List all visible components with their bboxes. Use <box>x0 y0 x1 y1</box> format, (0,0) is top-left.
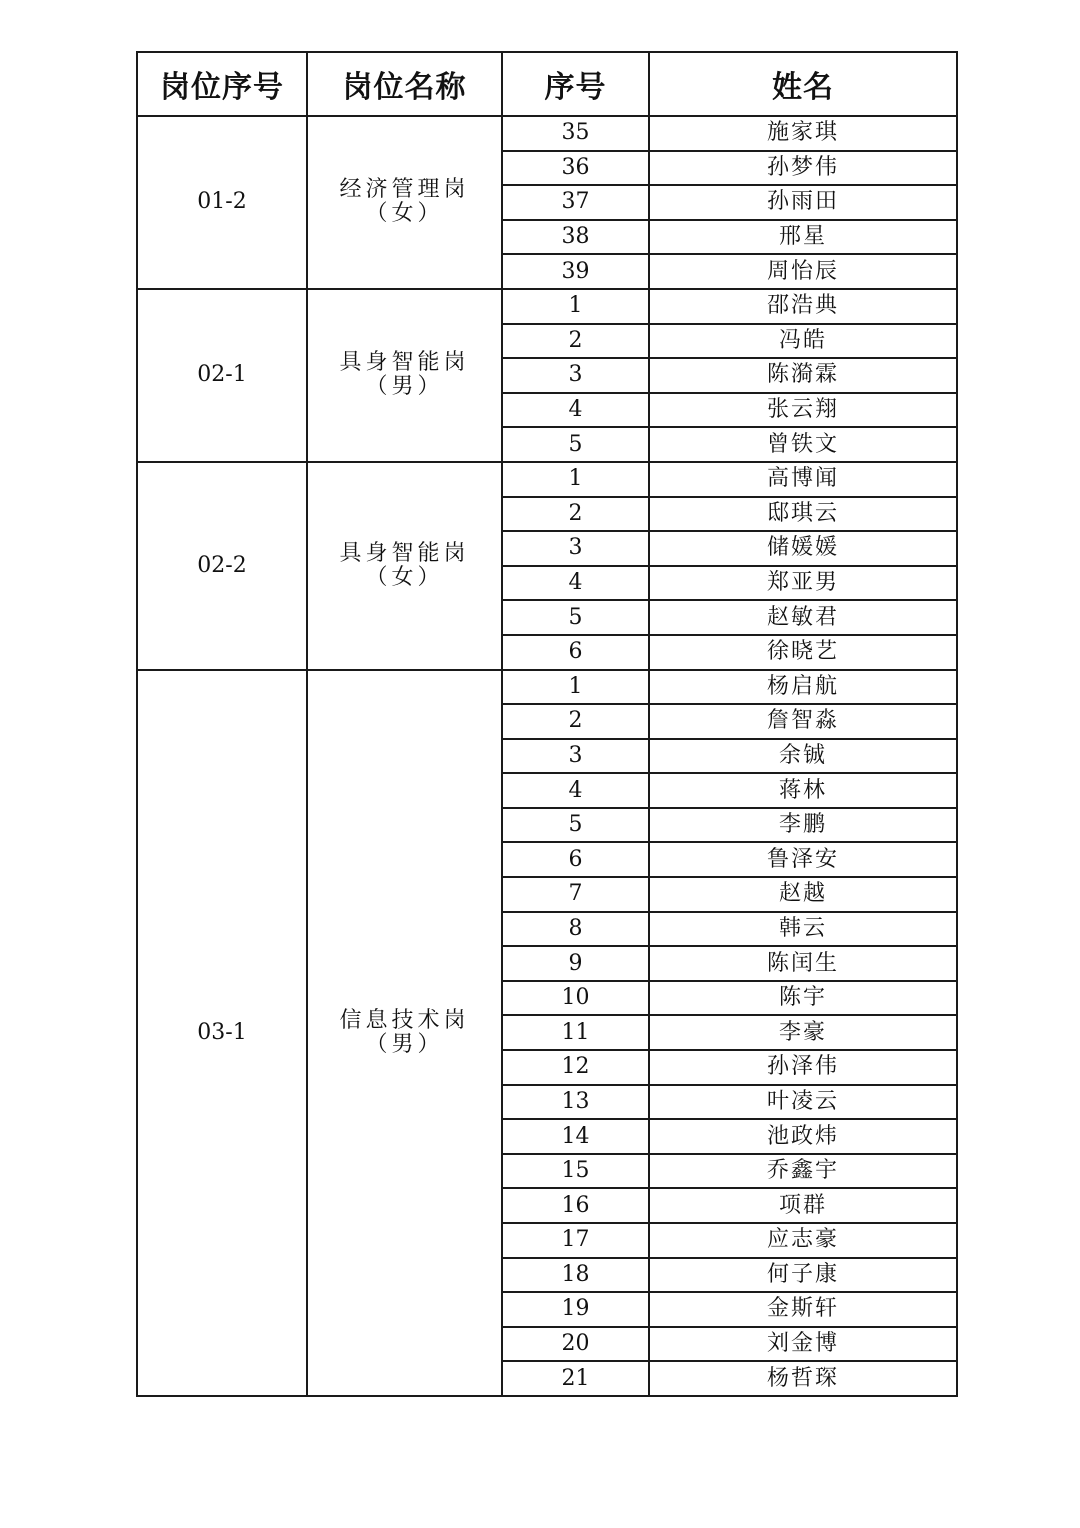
name-cell: 陈闰生 <box>649 946 957 981</box>
post-title: 具身智能岗 <box>339 540 470 566</box>
header-name: 姓名 <box>649 52 957 116</box>
seq-cell: 8 <box>502 912 649 947</box>
seq-cell: 3 <box>502 739 649 774</box>
seq-cell: 1 <box>502 289 649 324</box>
seq-cell: 17 <box>502 1223 649 1258</box>
seq-cell: 11 <box>502 1015 649 1050</box>
name-cell: 赵越 <box>649 877 957 912</box>
table-row <box>137 116 957 151</box>
post-gender: （男） <box>365 374 444 400</box>
name-cell: 孙泽伟 <box>649 1050 957 1085</box>
name-cell: 叶凌云 <box>649 1085 957 1120</box>
name-cell: 金斯轩 <box>649 1292 957 1327</box>
name-cell: 曾铁文 <box>649 427 957 462</box>
seq-cell: 16 <box>502 1188 649 1223</box>
header-post-name: 岗位名称 <box>307 52 502 116</box>
header-seq: 序号 <box>502 52 649 116</box>
seq-cell: 6 <box>502 842 649 877</box>
seq-cell: 1 <box>502 462 649 497</box>
seq-cell: 13 <box>502 1085 649 1120</box>
post-title: 具身智能岗 <box>339 350 470 376</box>
post-code-cell: 02-1 <box>137 289 307 462</box>
post-gender: （男） <box>365 1031 444 1057</box>
seq-cell: 4 <box>502 566 649 601</box>
seq-cell: 2 <box>502 704 649 739</box>
seq-cell: 2 <box>502 497 649 532</box>
seq-cell: 5 <box>502 808 649 843</box>
post-title: 信息技术岗 <box>339 1007 470 1033</box>
seq-cell: 7 <box>502 877 649 912</box>
table-row <box>137 289 957 324</box>
name-cell: 项群 <box>649 1188 957 1223</box>
post-name-cell <box>307 116 502 289</box>
name-cell: 李鹏 <box>649 808 957 843</box>
name-cell: 何子康 <box>649 1258 957 1293</box>
table-body <box>137 116 957 1396</box>
seq-cell: 12 <box>502 1050 649 1085</box>
seq-cell: 37 <box>502 185 649 220</box>
name-cell: 陈漪霖 <box>649 358 957 393</box>
name-cell: 邢星 <box>649 220 957 255</box>
seq-cell: 36 <box>502 151 649 186</box>
name-cell: 蒋林 <box>649 773 957 808</box>
table-row <box>137 670 957 705</box>
seq-cell: 10 <box>502 981 649 1016</box>
name-cell: 张云翔 <box>649 393 957 428</box>
table-row <box>137 462 957 497</box>
name-cell: 邸琪云 <box>649 497 957 532</box>
name-cell: 杨哲琛 <box>649 1361 957 1396</box>
seq-cell: 18 <box>502 1258 649 1293</box>
name-cell: 冯皓 <box>649 324 957 359</box>
seq-cell: 38 <box>502 220 649 255</box>
post-name-cell <box>307 289 502 462</box>
post-code-cell: 03-1 <box>137 670 307 1396</box>
post-gender: （女） <box>365 564 444 590</box>
post-gender: （女） <box>365 201 444 227</box>
post-name-cell <box>307 462 502 670</box>
name-cell: 郑亚男 <box>649 566 957 601</box>
name-cell: 鲁泽安 <box>649 842 957 877</box>
name-cell: 李豪 <box>649 1015 957 1050</box>
name-cell: 刘金博 <box>649 1327 957 1362</box>
name-cell: 孙梦伟 <box>649 151 957 186</box>
name-cell: 徐晓艺 <box>649 635 957 670</box>
seq-cell: 3 <box>502 358 649 393</box>
seq-cell: 6 <box>502 635 649 670</box>
name-cell: 高博闻 <box>649 462 957 497</box>
seq-cell: 2 <box>502 324 649 359</box>
name-cell: 陈宇 <box>649 981 957 1016</box>
seq-cell: 1 <box>502 670 649 705</box>
name-cell: 邵浩典 <box>649 289 957 324</box>
header-post-code: 岗位序号 <box>137 52 307 116</box>
seq-cell: 20 <box>502 1327 649 1362</box>
post-code-cell: 02-2 <box>137 462 307 670</box>
name-cell: 韩云 <box>649 912 957 947</box>
seq-cell: 19 <box>502 1292 649 1327</box>
seq-cell: 35 <box>502 116 649 151</box>
post-name-cell <box>307 670 502 1396</box>
name-cell: 应志豪 <box>649 1223 957 1258</box>
name-cell: 孙雨田 <box>649 185 957 220</box>
seq-cell: 5 <box>502 600 649 635</box>
name-cell: 施家琪 <box>649 116 957 151</box>
seq-cell: 21 <box>502 1361 649 1396</box>
seq-cell: 4 <box>502 393 649 428</box>
seq-cell: 14 <box>502 1119 649 1154</box>
candidate-table <box>136 51 958 1397</box>
name-cell: 储媛媛 <box>649 531 957 566</box>
post-title: 经济管理岗 <box>339 177 470 203</box>
table-header <box>137 52 957 116</box>
seq-cell: 39 <box>502 254 649 289</box>
name-cell: 余铖 <box>649 739 957 774</box>
post-code-cell: 01-2 <box>137 116 307 289</box>
name-cell: 詹智淼 <box>649 704 957 739</box>
name-cell: 周怡辰 <box>649 254 957 289</box>
seq-cell: 4 <box>502 773 649 808</box>
name-cell: 乔鑫宇 <box>649 1154 957 1189</box>
name-cell: 杨启航 <box>649 670 957 705</box>
seq-cell: 15 <box>502 1154 649 1189</box>
seq-cell: 5 <box>502 427 649 462</box>
seq-cell: 9 <box>502 946 649 981</box>
name-cell: 池政炜 <box>649 1119 957 1154</box>
header-row <box>137 52 957 116</box>
seq-cell: 3 <box>502 531 649 566</box>
name-cell: 赵敏君 <box>649 600 957 635</box>
